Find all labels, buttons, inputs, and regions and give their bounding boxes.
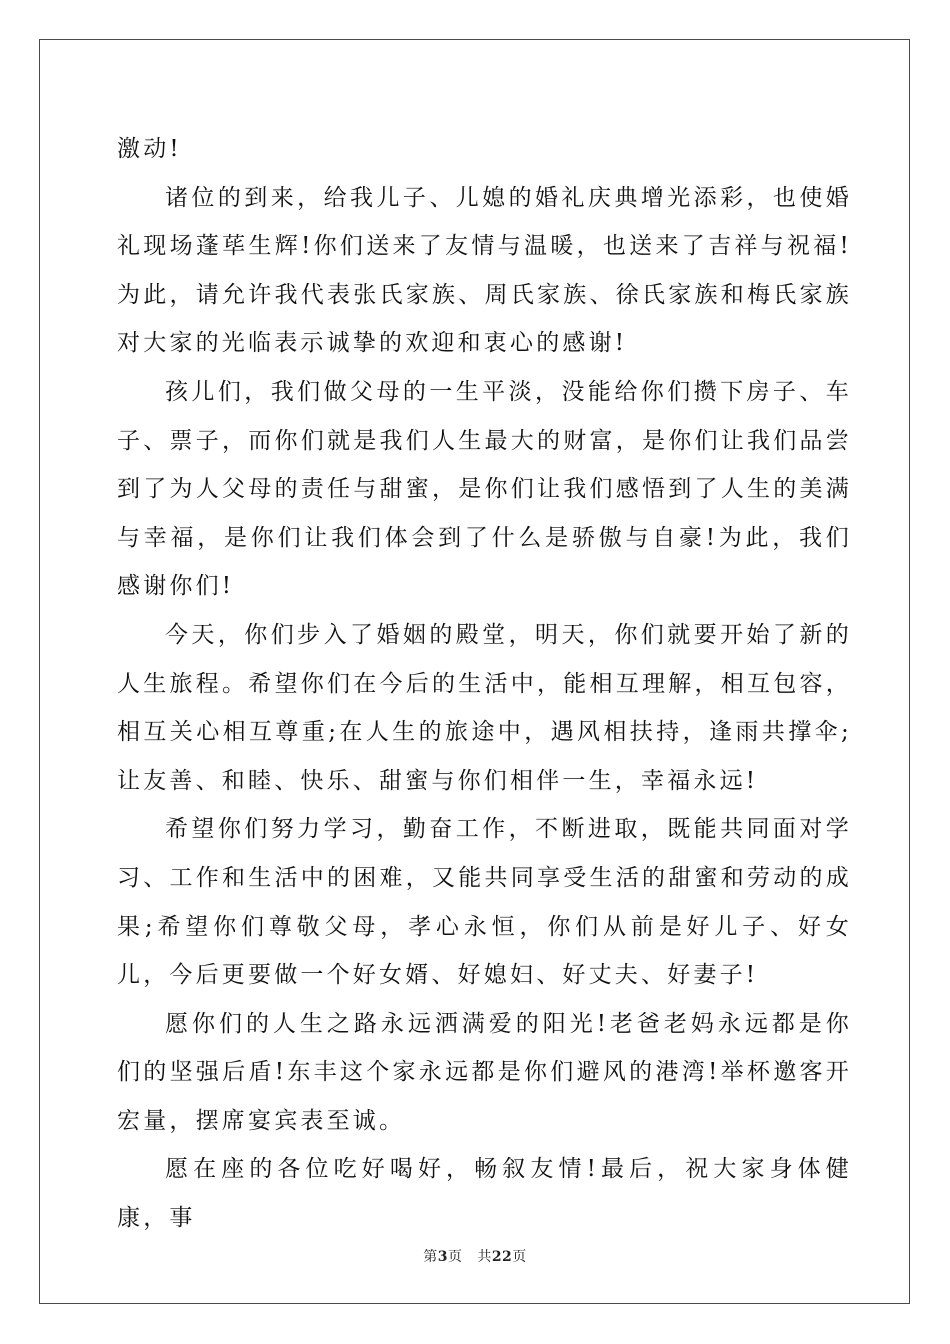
- paragraph-2: 诸位的到来，给我儿子、儿媳的婚礼庆典增光添彩，也使婚礼现场蓬荜生辉!你们送来了友情与温暖，也送来了吉祥与祝福!为此，请允许我代表张氏家族、周氏家族、徐氏家族和梅氏家族对大家的光临表示诚挚的欢迎和衷心的感谢!: [117, 184, 852, 357]
- paragraph-5: 希望你们努力学习，勤奋工作，不断进取，既能共同面对学习、工作和生活中的困难，又能共同享受生活的甜蜜和劳动的成果;希望你们尊敬父母，孝心永恒，你们从前是好儿子、好女儿，今后更要做一个好女婿、好媳妇、好丈夫、好妻子!: [117, 816, 852, 989]
- paragraph-7: 愿在座的各位吃好喝好，畅叙友情!最后，祝大家身体健康，事: [117, 1156, 852, 1232]
- document-body: [117, 125, 852, 1243]
- paragraph-4: 今天，你们步入了婚姻的殿堂，明天，你们就要开始了新的人生旅程。希望你们在今后的生活中，能相互理解，相互包容，相互关心相互尊重;在人生的旅途中，遇风相扶持，逢雨共撑伞;让友善、和睦、快乐、甜蜜与你们相伴一生，幸福永远!: [117, 621, 852, 794]
- paragraph-6: 愿你们的人生之路永远洒满爱的阳光!老爸老妈永远都是你们的坚强后盾!东丰这个家永远都是你们避风的港湾!举杯邀客开宏量，摆席宴宾表至诚。: [117, 1010, 852, 1134]
- paragraph-3: 孩儿们，我们做父母的一生平淡，没能给你们攒下房子、车子、票子，而你们就是我们人生最大的财富，是你们让我们品尝到了为人父母的责任与甜蜜，是你们让我们感悟到了人生的美满与幸福，是你们让我们体会到了什么是骄傲与自豪!为此，我们感谢你们!: [117, 378, 852, 600]
- page-prefix: 第: [423, 1249, 438, 1265]
- page-number: 3: [437, 1249, 448, 1265]
- total-pages: 22: [491, 1249, 513, 1265]
- page-footer: [0, 1246, 950, 1266]
- total-suffix: 页: [512, 1249, 527, 1265]
- total-prefix: 共: [477, 1249, 492, 1265]
- paragraph-1: 激动!: [117, 136, 182, 162]
- page-suffix: 页: [447, 1249, 463, 1265]
